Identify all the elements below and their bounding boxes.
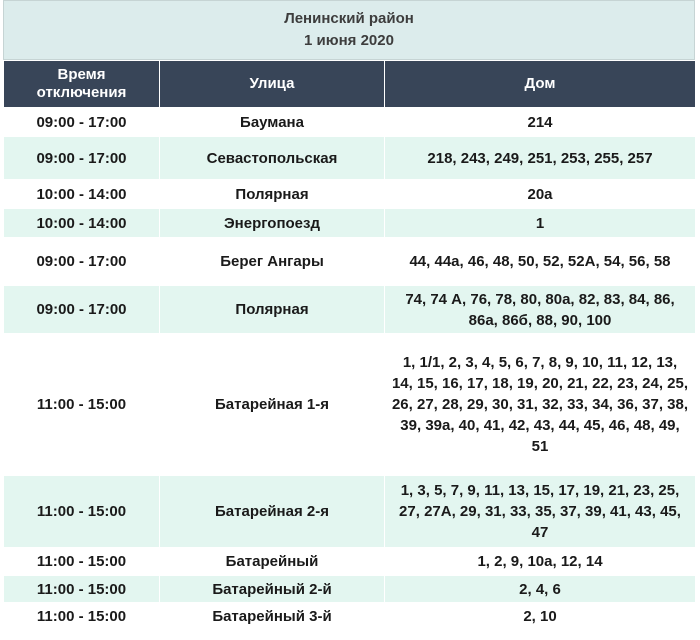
cell-street: Энергопоезд: [160, 209, 385, 238]
table-row: [4, 576, 696, 603]
cell-time: 11:00 - 15:00: [4, 576, 160, 603]
cell-houses: 1: [385, 209, 696, 238]
title-band: [3, 0, 695, 60]
table-row: [4, 180, 696, 209]
table-row: [4, 238, 696, 286]
cell-time: 09:00 - 17:00: [4, 137, 160, 180]
cell-houses: 2, 10: [385, 603, 696, 630]
table-row: [4, 108, 696, 137]
cell-street: Баумана: [160, 108, 385, 137]
cell-time: 09:00 - 17:00: [4, 108, 160, 137]
cell-time: 11:00 - 15:00: [4, 603, 160, 630]
outage-table: [3, 60, 696, 630]
column-header-street: Улица: [160, 61, 385, 108]
table-row: [4, 603, 696, 630]
cell-houses: 1, 1/1, 2, 3, 4, 5, 6, 7, 8, 9, 10, 11, 12, 13, 14, 15, 16, 17, 18, 19, 20, 21, 22, 23, 24, 25, 26, 27, 28, 29, 30, 31, 32, 33, 34, 36, 37, 38, 39, 39а, 40, 41, 42, 43, 44, 45, 46, 48, 49, 51: [385, 334, 696, 476]
table-header-row: [4, 61, 696, 108]
cell-houses: 74, 74 А, 76, 78, 80, 80а, 82, 83, 84, 86, 86а, 86б, 88, 90, 100: [385, 286, 696, 334]
cell-street: Батарейная 2-я: [160, 476, 385, 548]
cell-houses: 44, 44а, 46, 48, 50, 52, 52А, 54, 56, 58: [385, 238, 696, 286]
cell-time: 11:00 - 15:00: [4, 334, 160, 476]
cell-time: 10:00 - 14:00: [4, 209, 160, 238]
cell-street: Берег Ангары: [160, 238, 385, 286]
cell-houses: 2, 4, 6: [385, 576, 696, 603]
column-header-time-label: Время отключения: [36, 66, 127, 101]
table-row: [4, 334, 696, 476]
cell-street: Батарейная 1-я: [160, 334, 385, 476]
schedule-date: 1 июня 2020: [304, 32, 394, 49]
cell-time: 10:00 - 14:00: [4, 180, 160, 209]
cell-time: 09:00 - 17:00: [4, 286, 160, 334]
cell-street: Полярная: [160, 286, 385, 334]
cell-houses: 218, 243, 249, 251, 253, 255, 257: [385, 137, 696, 180]
cell-street: Севастопольская: [160, 137, 385, 180]
cell-houses: 1, 2, 9, 10а, 12, 14: [385, 548, 696, 576]
cell-street: Батарейный 3-й: [160, 603, 385, 630]
table-row: [4, 209, 696, 238]
cell-time: 11:00 - 15:00: [4, 548, 160, 576]
table-row: [4, 137, 696, 180]
cell-houses: 214: [385, 108, 696, 137]
table-row: [4, 286, 696, 334]
cell-street: Батарейный: [160, 548, 385, 576]
table-row: [4, 548, 696, 576]
cell-street: Полярная: [160, 180, 385, 209]
column-header-house: Дом: [385, 61, 696, 108]
table-row: [4, 476, 696, 548]
column-header-time: [4, 61, 160, 108]
cell-street: Батарейный 2-й: [160, 576, 385, 603]
cell-time: 11:00 - 15:00: [4, 476, 160, 548]
cell-houses: 1, 3, 5, 7, 9, 11, 13, 15, 17, 19, 21, 23, 25, 27, 27А, 29, 31, 33, 35, 37, 39, 41, 43, 45, 47: [385, 476, 696, 548]
cell-time: 09:00 - 17:00: [4, 238, 160, 286]
cell-houses: 20а: [385, 180, 696, 209]
outage-schedule: [3, 0, 695, 630]
district-title: Ленинский район: [284, 10, 414, 27]
